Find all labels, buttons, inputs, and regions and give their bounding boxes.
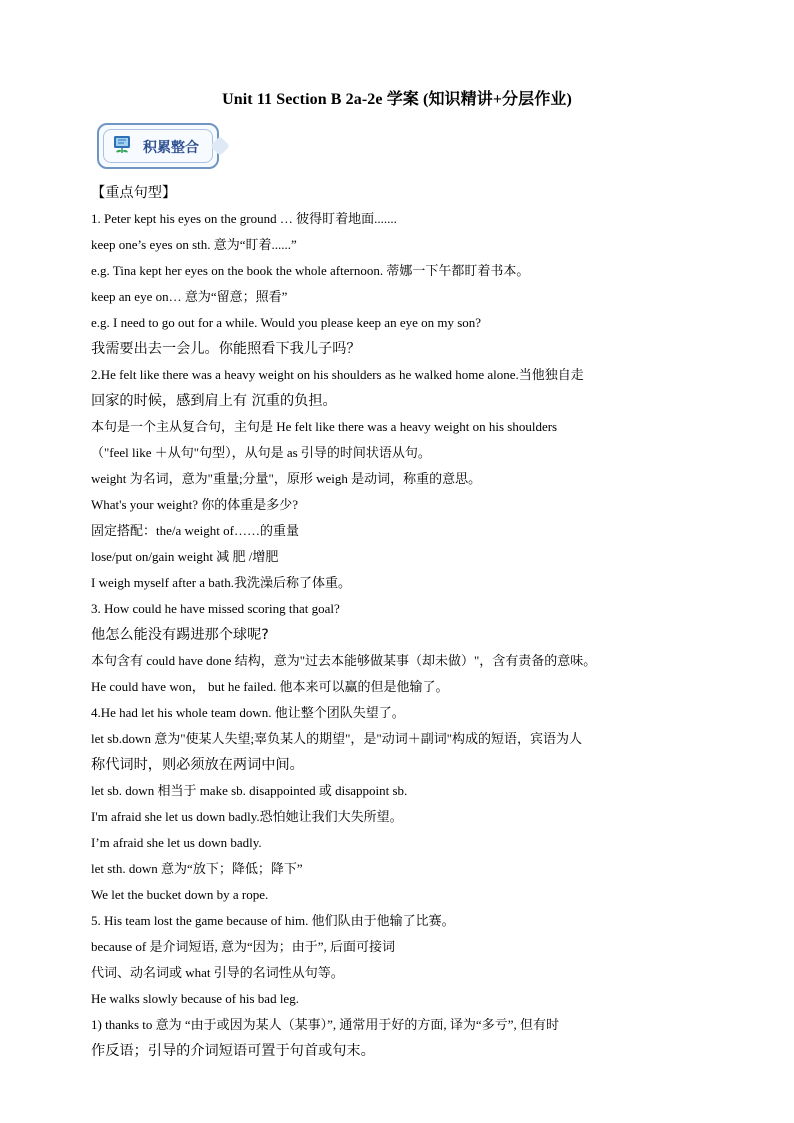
- text-line: let sth. down 意为“放下；降低；降下”: [91, 861, 303, 876]
- content-lines: [91, 180, 711, 1064]
- text-line: 3. How could he have missed scoring that goal?: [91, 601, 340, 616]
- badge-label: 积累整合: [143, 140, 199, 156]
- text-line: He walks slowly because of his bad leg.: [91, 991, 299, 1006]
- text-line: 本句是一个主从复合句，主句是 He felt like there was a heavy weight on his shoulders: [91, 419, 558, 434]
- text-line: e.g. I need to go out for a while. Would you please keep an eye on my son?: [91, 315, 482, 330]
- text-line: because of 是介词短语, 意为“因为；由于”, 后面可接词: [91, 939, 396, 954]
- text-line: 固定搭配：the/a weight of……的重量: [91, 523, 299, 538]
- text-line: 2.He felt like there was a heavy weight on his shoulders as he walked home alone.当他独自走: [91, 367, 584, 382]
- section-badge: [97, 123, 219, 169]
- text-line: I weigh myself after a bath.我洗澡后称了体重。: [91, 575, 351, 590]
- book-icon: [111, 134, 133, 156]
- text-line: 【重点句型】: [91, 185, 177, 201]
- text-line: lose/put on/gain weight 减 肥 /增肥: [91, 549, 279, 564]
- text-line: let sb.down 意为"使某人失望;辜负某人的期望"，是"动词＋副词"构成的短语，宾语为人: [91, 731, 583, 746]
- text-line: let sb. down 相当于 make sb. disappointed 或 disappoint sb.: [91, 783, 408, 798]
- document-title: Unit 11 Section B 2a-2e 学案 (知识精讲+分层作业): [222, 91, 572, 108]
- text-line: We let the bucket down by a rope.: [91, 887, 269, 902]
- text-line: What's your weight? 你的体重是多少?: [91, 497, 299, 512]
- text-line: 1. Peter kept his eyes on the ground … 彼得盯着地面.......: [91, 211, 397, 226]
- text-line: 4.He had let his whole team down. 他让整个团队失望了。: [91, 705, 405, 720]
- text-line: 本句含有 could have done 结构，意为"过去本能够做某事（却未做）"，含有责备的意味。: [91, 653, 597, 668]
- text-line: I'm afraid she let us down badly.恐怕她让我们大失所望。: [91, 809, 403, 824]
- text-line: （"feel like ＋从句"句型），从句是 as 引导的时间状语从句。: [91, 445, 431, 460]
- text-line: 作反语；引导的介词短语可置于句首或句末。: [91, 1043, 375, 1059]
- text-line: 1) thanks to 意为 “由于或因为某人（某事）”, 通常用于好的方面, 译为“多亏”, 但有时: [91, 1017, 559, 1032]
- text-line: 代词、动名词或 what 引导的名词性从句等。: [91, 965, 344, 980]
- badge-tail: [210, 136, 230, 156]
- text-line: 5. His team lost the game because of him. 他们队由于他输了比赛。: [91, 913, 455, 928]
- text-line: 他怎么能没有踢进那个球呢?: [91, 627, 269, 643]
- text-line: keep one’s eyes on sth. 意为“盯着......”: [91, 237, 297, 252]
- text-line: 回家的时候，感到肩上有 沉重的负担。: [91, 393, 337, 409]
- text-line: e.g. Tina kept her eyes on the book the whole afternoon. 蒂娜一下午都盯着书本。: [91, 263, 530, 278]
- text-line: 我需要出去一会儿。你能照看下我儿子吗？: [91, 341, 361, 357]
- text-line: keep an eye on… 意为“留意；照看”: [91, 289, 288, 304]
- text-line: 称代词时，则必须放在两词中间。: [91, 757, 304, 773]
- text-line: He could have won， but he failed. 他本来可以赢的但是他输了。: [91, 679, 449, 694]
- text-line: I’m afraid she let us down badly.: [91, 835, 262, 850]
- text-line: weight 为名词，意为"重量;分量"，原形 weigh 是动词，称重的意思。: [91, 471, 482, 486]
